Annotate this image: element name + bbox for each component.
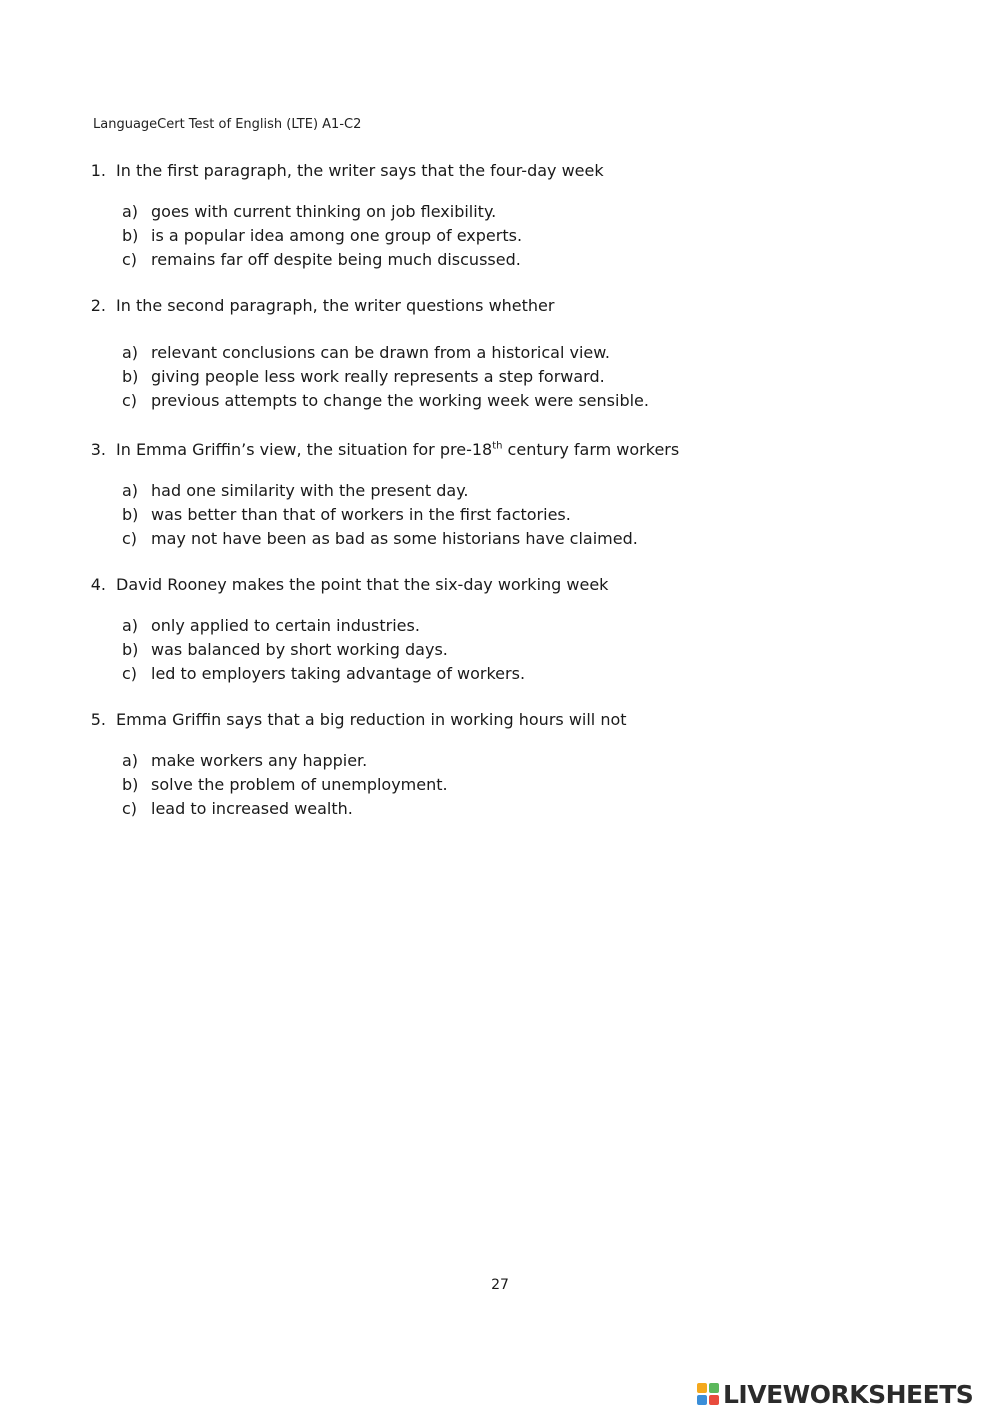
option-text: is a popular idea among one group of experts. bbox=[151, 226, 523, 245]
logo-square bbox=[697, 1383, 707, 1393]
option-letter: b) bbox=[122, 775, 139, 794]
option-text: had one similarity with the present day. bbox=[151, 481, 469, 500]
option-letter: b) bbox=[122, 367, 139, 386]
option-text: may not have been as bad as some historians have claimed. bbox=[151, 529, 638, 548]
brand-name: LIVEWORKSHEETS bbox=[723, 1379, 974, 1409]
option-text: giving people less work really represents a step forward. bbox=[151, 367, 605, 386]
option-letter: b) bbox=[122, 226, 139, 245]
page-number: 27 bbox=[491, 1277, 509, 1293]
option-text: goes with current thinking on job flexibility. bbox=[151, 202, 497, 221]
option-text: lead to increased wealth. bbox=[151, 799, 353, 818]
option-letter: b) bbox=[122, 505, 139, 524]
question-text: In the second paragraph, the writer questions whether bbox=[116, 296, 555, 315]
question-number: 4. bbox=[90, 575, 106, 594]
question-number: 3. bbox=[90, 440, 106, 459]
option-letter: a) bbox=[122, 202, 139, 221]
question-text: David Rooney makes the point that the six-day working week bbox=[116, 575, 609, 594]
liveworksheets-logo-icon bbox=[697, 1383, 719, 1405]
question-number: 2. bbox=[90, 296, 106, 315]
option-text: remains far off despite being much discussed. bbox=[151, 250, 521, 269]
option-text: make workers any happier. bbox=[151, 751, 368, 770]
option-letter: c) bbox=[122, 250, 138, 269]
option-letter: a) bbox=[122, 481, 139, 500]
question-number: 5. bbox=[90, 710, 106, 729]
option-letter: a) bbox=[122, 616, 139, 635]
logo-square bbox=[709, 1395, 719, 1405]
logo-square bbox=[697, 1395, 707, 1405]
option-text: was better than that of workers in the first factories. bbox=[151, 505, 571, 524]
liveworksheets-brand[interactable] bbox=[697, 1378, 973, 1410]
question-text: In the first paragraph, the writer says that the four-day week bbox=[116, 161, 604, 180]
option-letter: c) bbox=[122, 664, 138, 683]
option-letter: b) bbox=[122, 640, 139, 659]
option-letter: c) bbox=[122, 391, 138, 410]
option-text: only applied to certain industries. bbox=[151, 616, 420, 635]
document-header: LanguageCert Test of English (LTE) A1-C2 bbox=[93, 117, 362, 132]
option-text: previous attempts to change the working week were sensible. bbox=[151, 391, 649, 410]
question-number: 1. bbox=[90, 161, 106, 180]
option-letter: c) bbox=[122, 799, 138, 818]
question-text: Emma Griffin says that a big reduction in working hours will not bbox=[116, 710, 627, 729]
option-letter: a) bbox=[122, 751, 139, 770]
option-letter: c) bbox=[122, 529, 138, 548]
logo-square bbox=[709, 1383, 719, 1393]
option-letter: a) bbox=[122, 343, 139, 362]
option-text: relevant conclusions can be drawn from a historical view. bbox=[151, 343, 610, 362]
option-text: led to employers taking advantage of workers. bbox=[151, 664, 526, 683]
option-text: solve the problem of unemployment. bbox=[151, 775, 448, 794]
question-text: In Emma Griffin’s view, the situation for pre-18th century farm workers bbox=[116, 440, 680, 459]
option-text: was balanced by short working days. bbox=[151, 640, 448, 659]
